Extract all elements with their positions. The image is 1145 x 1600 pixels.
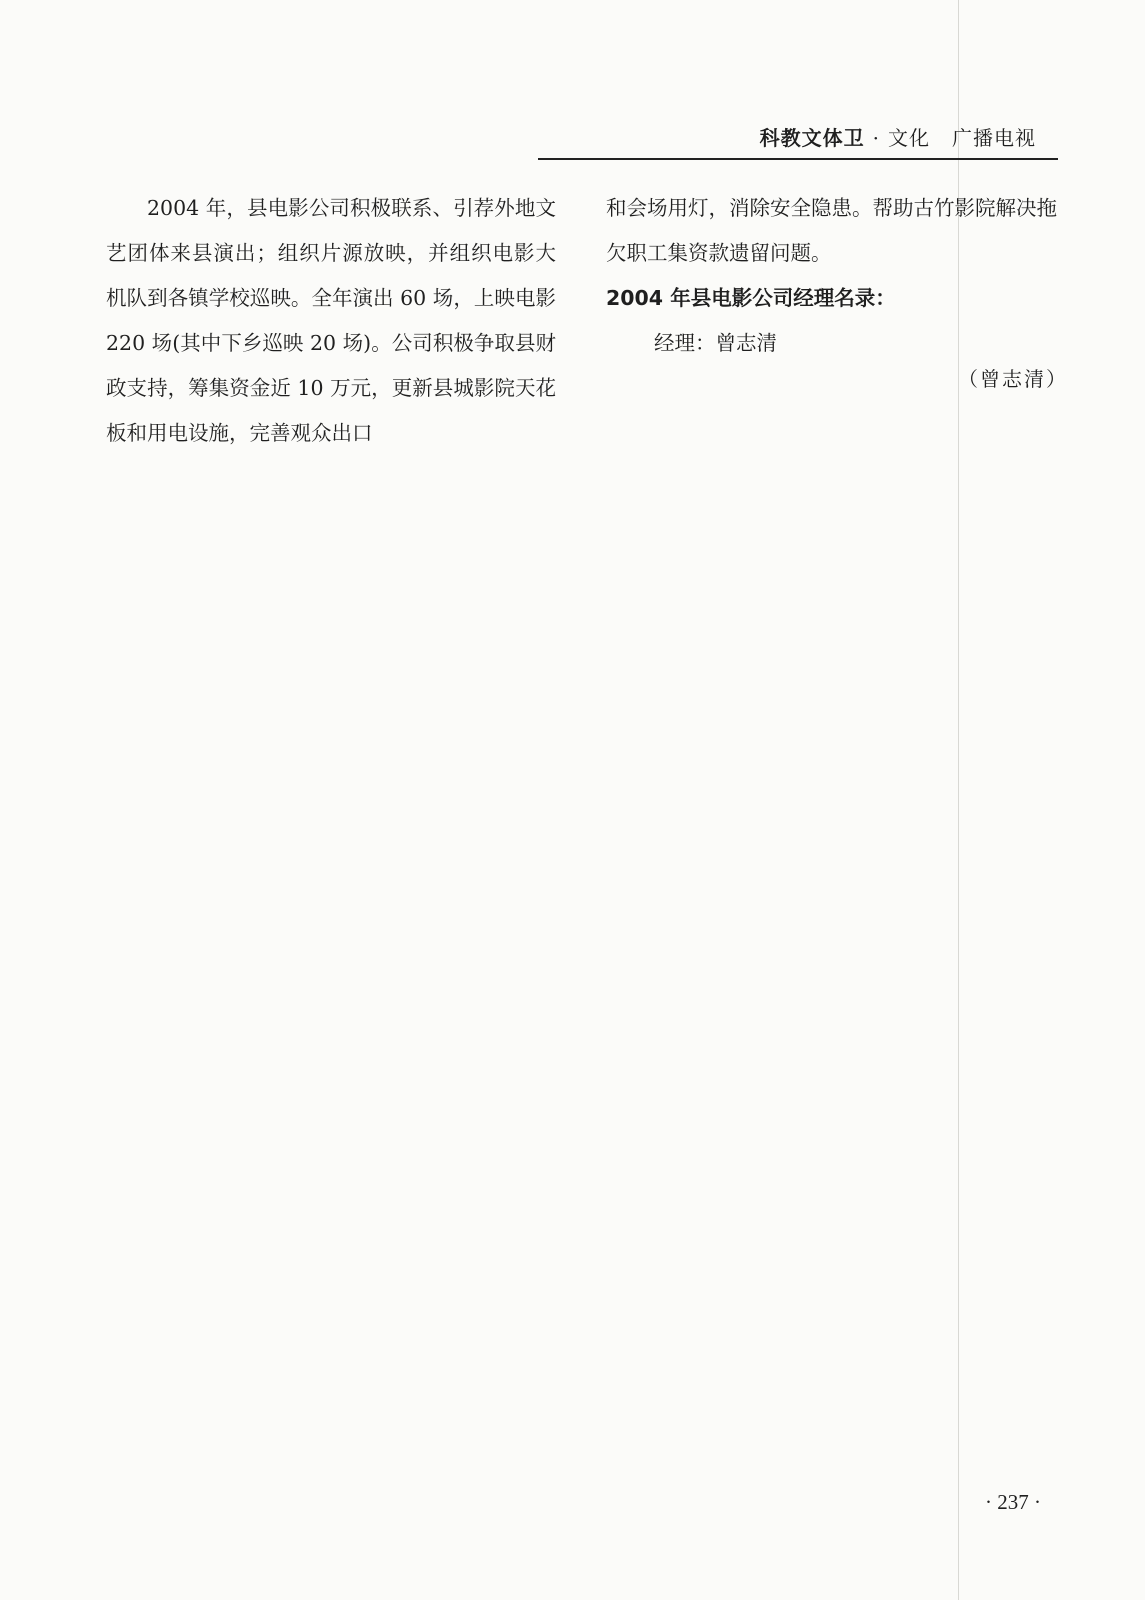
header-subsection-culture: 文化	[888, 126, 930, 150]
body-paragraph: 2004 年，县电影公司积极联系、引荐外地文艺团体来县演出；组织片源放映，并组织电影大机队到各镇学校巡映。全年演出 60 场，上映电影 220 场(其中下乡巡映 20 场)。公司积极争取县财政支持，筹集资金近 10 万元，更新县城影院天花板和用电设施，完善观众出口	[106, 196, 556, 445]
running-header	[538, 118, 1058, 160]
manager-list-title: 2004 年县电影公司经理名录：	[606, 286, 896, 310]
page-number: · 237 ·	[985, 1490, 1041, 1514]
header-text	[760, 122, 1036, 151]
manager-list-item: 经理：曾志清	[654, 331, 777, 355]
right-column	[606, 186, 1061, 366]
header-section: 科教文体卫	[759, 126, 865, 150]
header-subsection-broadcast: 广播电视	[952, 126, 1036, 150]
left-column	[106, 186, 556, 456]
header-separator: ·	[872, 126, 880, 150]
body-paragraph-continuation: 和会场用灯，消除安全隐患。帮助古竹影院解决拖欠职工集资款遗留问题。	[606, 196, 1057, 265]
author-attribution: （曾志清）	[958, 367, 1068, 391]
